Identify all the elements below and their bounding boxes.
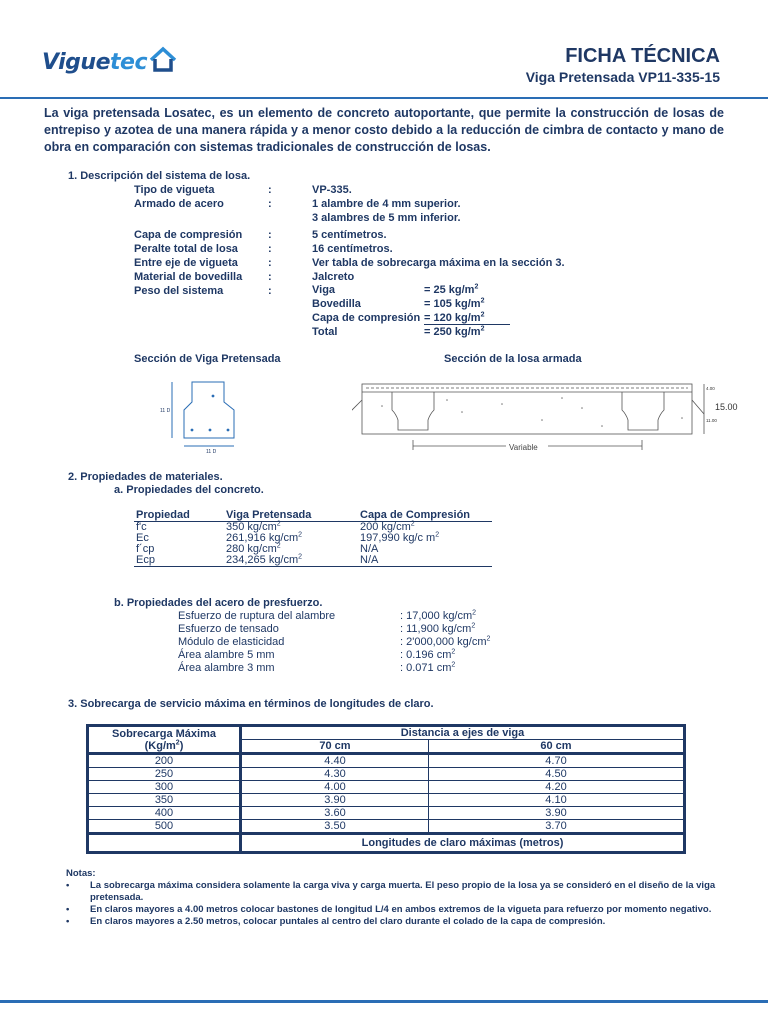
overload-header-line1: Sobrecarga Máxima xyxy=(112,727,216,740)
slab-section-drawing xyxy=(352,370,742,458)
house-icon xyxy=(148,44,178,74)
concrete-cell: 350 kg/cm xyxy=(226,521,277,533)
spec-sep: : xyxy=(268,257,272,269)
slab-dim-variable: Variable xyxy=(509,443,538,452)
concrete-cell: N/A xyxy=(360,543,379,555)
overload-header-line2-end: ) xyxy=(179,739,184,752)
superscript: 2 xyxy=(451,661,456,669)
spec-sep: : xyxy=(268,229,272,241)
span-60: 4.70 xyxy=(429,754,685,768)
document-title: FICHA TÉCNICA xyxy=(565,45,720,67)
concrete-cell: f´cp xyxy=(136,543,155,555)
overload-value: 200 xyxy=(88,754,241,768)
spec-row xyxy=(134,270,565,284)
steel-value: : 17,000 kg/cm xyxy=(400,610,473,622)
notes-title: Notas: xyxy=(66,868,96,879)
spec-label: Peralte total de losa xyxy=(134,243,238,255)
intro-paragraph: La viga pretensada Losatec, es un elemento de concreto autoportante, que permite la construcción de losas de entrepiso y azotea de una manera rápida y a menor costo debido a la reducción de cimbra de contacto y mano de obra en comparación con sistemas tradicionales de construcción de losas. xyxy=(44,106,724,154)
overload-value: 500 xyxy=(88,820,241,834)
steel-value: : 0.196 cm xyxy=(400,649,452,661)
weight-row xyxy=(312,325,510,339)
weight-name: Total xyxy=(312,326,338,338)
weight-value: = 120 kg/m xyxy=(424,312,481,324)
table-header-row xyxy=(88,726,685,740)
span-60: 4.50 xyxy=(429,768,685,781)
weight-row xyxy=(312,311,510,325)
weight-row xyxy=(312,283,510,297)
concrete-cell: 197,990 kg/c m xyxy=(360,532,436,544)
superscript: 2 xyxy=(480,297,485,305)
concrete-header: Propiedad xyxy=(136,509,190,521)
figure1-caption: Sección de Viga Pretensada xyxy=(134,353,281,365)
spec-value: VP-335. xyxy=(312,184,352,196)
table-row xyxy=(88,820,685,834)
steel-properties xyxy=(178,610,490,675)
logo-text-b: tec xyxy=(110,50,147,75)
superscript: 2 xyxy=(480,311,485,319)
table-row xyxy=(88,768,685,781)
span-70: 3.60 xyxy=(241,807,429,820)
slab-dim-bottom: 11.00 xyxy=(706,418,717,423)
beam-dim-width: 11 D xyxy=(206,449,217,454)
concrete-header: Capa de Compresión xyxy=(360,509,471,521)
distance-group-header: Distancia a ejes de viga xyxy=(241,726,685,740)
spec-value: Jalcreto xyxy=(312,271,355,283)
beam-dim-height: 11 D xyxy=(160,408,171,414)
spec-value: Ver tabla de sobrecarga máxima en la sección 3. xyxy=(312,257,565,269)
spec-label: Material de bovedilla xyxy=(134,271,243,283)
steel-value: : 2'000,000 kg/cm xyxy=(400,636,487,648)
header-divider xyxy=(0,97,768,99)
superscript: 2 xyxy=(410,520,415,528)
weight-name: Bovedilla xyxy=(312,298,361,310)
spec-label: Peso del sistema xyxy=(134,285,224,297)
table-row xyxy=(88,794,685,807)
span-70: 4.00 xyxy=(241,781,429,794)
spec-label: Entre eje de vigueta xyxy=(134,257,238,269)
section2-sub-b: b. Propiedades del acero de presfuerzo. xyxy=(114,597,323,609)
section2-title: 2. Propiedades de materiales. xyxy=(68,471,223,483)
overload-value: 300 xyxy=(88,781,241,794)
concrete-cell: 261,916 kg/cm xyxy=(226,532,299,544)
overload-header-line2: (Kg/m xyxy=(144,739,176,752)
weight-row xyxy=(312,297,510,311)
spec-sep: : xyxy=(268,184,272,196)
superscript: 2 xyxy=(175,738,180,746)
document-title-block xyxy=(526,44,720,86)
spec-sep: : xyxy=(268,243,272,255)
weight-value: = 250 kg/m xyxy=(424,326,481,338)
span-60: 3.90 xyxy=(429,807,685,820)
weight-value: = 105 kg/m xyxy=(424,298,481,310)
spec-row xyxy=(134,183,565,197)
table-row xyxy=(134,544,492,555)
superscript: 2 xyxy=(435,531,440,539)
table-footer-row xyxy=(88,834,685,853)
spec-row xyxy=(134,256,565,270)
superscript: 2 xyxy=(276,520,281,528)
document-subtitle: Viga Pretensada VP11-335-15 xyxy=(525,69,720,85)
overload-value: 400 xyxy=(88,807,241,820)
slab-dim-top: 4.00 xyxy=(706,386,715,391)
concrete-cell: Ecp xyxy=(136,554,155,566)
steel-row xyxy=(178,610,490,623)
span-70: 3.50 xyxy=(241,820,429,834)
concrete-cell: 200 kg/cm xyxy=(360,521,411,533)
concrete-cell: N/A xyxy=(360,554,379,566)
span-70: 4.30 xyxy=(241,768,429,781)
concrete-cell: 234,265 kg/cm xyxy=(226,554,299,566)
table-row xyxy=(134,555,492,567)
span-60: 4.20 xyxy=(429,781,685,794)
spec-value: 3 alambres de 5 mm inferior. xyxy=(312,212,461,224)
system-weights xyxy=(312,283,510,339)
steel-row xyxy=(178,662,490,675)
spec-value: 1 alambre de 4 mm superior. xyxy=(312,198,461,210)
spec-row xyxy=(134,211,565,225)
span-60: 3.70 xyxy=(429,820,685,834)
steel-row xyxy=(178,623,490,636)
overload-value: 250 xyxy=(88,768,241,781)
steel-row xyxy=(178,636,490,649)
superscript: 2 xyxy=(480,325,485,333)
superscript: 2 xyxy=(298,531,303,539)
spec-row xyxy=(134,242,565,256)
note-item: • En claros mayores a 2.50 metros, colocar puntales al centro del claro durante el colado de la capa de compresión. xyxy=(66,916,716,928)
overload-header xyxy=(88,726,241,754)
footer-divider xyxy=(0,1000,768,1003)
table-row xyxy=(88,754,685,768)
superscript: 2 xyxy=(298,553,303,561)
spec-value: 5 centímetros. xyxy=(312,229,387,241)
concrete-properties-table xyxy=(134,510,492,567)
spec-label: Armado de acero xyxy=(134,198,224,210)
concrete-cell: 280 kg/cm xyxy=(226,543,277,555)
steel-value: : 0.071 cm xyxy=(400,662,452,674)
superscript: 2 xyxy=(472,609,477,617)
spec-row xyxy=(134,228,565,242)
superscript: 2 xyxy=(451,648,456,656)
col-70cm: 70 cm xyxy=(241,740,429,754)
spec-row xyxy=(134,197,565,211)
steel-label: Módulo de elasticidad xyxy=(178,636,285,648)
spec-label: Capa de compresión xyxy=(134,229,243,241)
section1-items xyxy=(134,183,565,298)
span-lengths-footer: Longitudes de claro máximas (metros) xyxy=(241,834,685,853)
spec-sep: : xyxy=(268,285,272,297)
section3-title: 3. Sobrecarga de servicio máxima en términos de longitudes de claro. xyxy=(68,698,434,710)
steel-label: Esfuerzo de tensado xyxy=(178,623,279,635)
overload-table xyxy=(86,724,686,854)
figure2-caption: Sección de la losa armada xyxy=(444,353,582,365)
spec-sep: : xyxy=(268,198,272,210)
logo-text-a: Vigue xyxy=(42,50,111,75)
steel-label: Área alambre 5 mm xyxy=(178,649,275,661)
steel-value: : 11,900 kg/cm xyxy=(400,623,472,635)
weight-name: Capa de compresión xyxy=(312,312,421,324)
table-row xyxy=(88,781,685,794)
span-70: 3.90 xyxy=(241,794,429,807)
steel-label: Área alambre 3 mm xyxy=(178,662,275,674)
steel-row xyxy=(178,649,490,662)
note-item: • La sobrecarga máxima considera solamente la carga viva y carga muerta. El peso propio de la losa ya se consideró en el diseño de la viga pretensada. xyxy=(66,880,716,904)
superscript: 2 xyxy=(474,283,479,291)
concrete-cell: Ec xyxy=(136,532,149,544)
spec-label: Tipo de vigueta xyxy=(134,184,215,196)
table-row xyxy=(134,533,492,544)
spec-sep: : xyxy=(268,271,272,283)
span-60: 4.10 xyxy=(429,794,685,807)
beam-section-drawing xyxy=(150,374,260,454)
superscript: 2 xyxy=(486,635,491,643)
concrete-cell: f'c xyxy=(136,521,147,533)
section1-title: 1. Descripción del sistema de losa. xyxy=(68,170,251,182)
notes xyxy=(66,868,716,928)
col-60cm: 60 cm xyxy=(429,740,685,754)
notes-list xyxy=(66,880,716,928)
spec-value: 16 centímetros. xyxy=(312,243,393,255)
superscript: 2 xyxy=(471,622,476,630)
weight-value: = 25 kg/m xyxy=(424,284,475,296)
superscript: 2 xyxy=(276,542,281,550)
weight-name: Viga xyxy=(312,284,336,296)
slab-dim-total: 15.00 xyxy=(715,402,738,412)
viguetec-logo xyxy=(42,50,147,75)
note-item: • En claros mayores a 4.00 metros colocar bastones de longitud L/4 en ambos extremos de la vigueta para refuerzo por momento negativo. xyxy=(66,904,716,916)
section2-sub-a: a. Propiedades del concreto. xyxy=(114,484,264,496)
overload-value: 350 xyxy=(88,794,241,807)
span-70: 4.40 xyxy=(241,754,429,768)
table-row xyxy=(88,807,685,820)
steel-label: Esfuerzo de ruptura del alambre xyxy=(178,610,336,622)
concrete-header: Viga Pretensada xyxy=(226,509,312,521)
